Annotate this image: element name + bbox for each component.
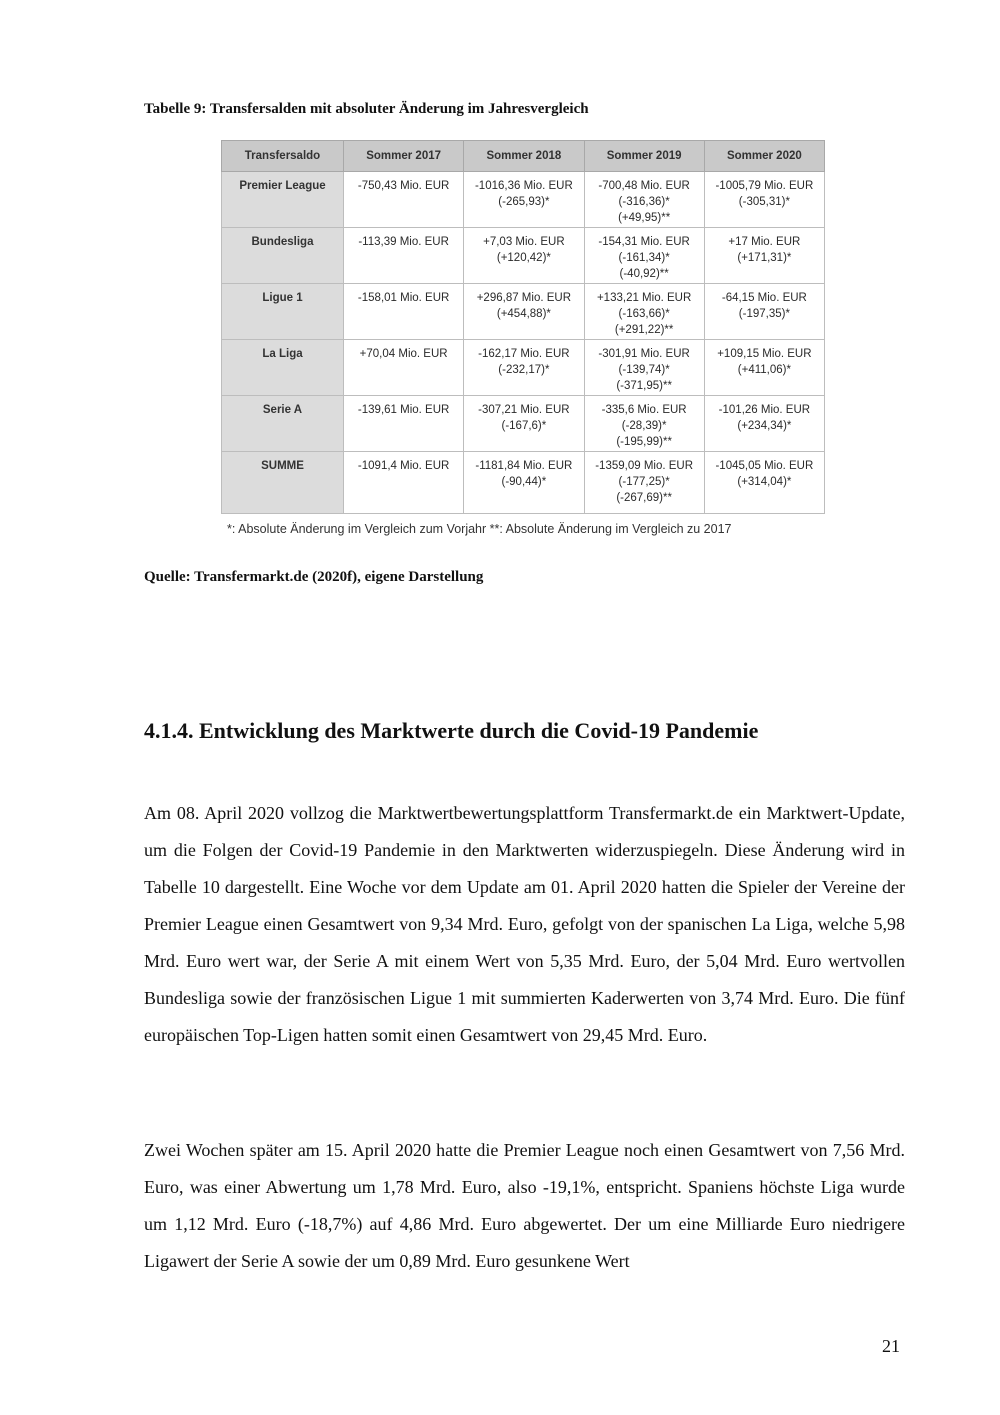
page-number: 21 xyxy=(882,1336,900,1356)
cell-line: (+314,04)* xyxy=(737,476,792,488)
table-cell xyxy=(464,340,584,396)
table-cell xyxy=(704,228,824,284)
row-label-cell: Ligue 1 xyxy=(222,284,344,340)
table-row xyxy=(222,396,825,452)
cell-line: +7,03 Mio. EUR xyxy=(483,236,565,248)
cell-line: -700,48 Mio. EUR xyxy=(598,180,690,192)
cell-line: (+411,06)* xyxy=(737,364,791,376)
row-label-cell: Serie A xyxy=(222,396,344,452)
table-header-cell: Sommer 2020 xyxy=(704,141,824,172)
table-cell xyxy=(464,172,584,228)
cell-line: (+234,34)* xyxy=(737,420,792,432)
cell-line: +296,87 Mio. EUR xyxy=(476,292,572,304)
section-heading: 4.1.4. Entwicklung des Marktwerte durch die Covid-19 Pandemie xyxy=(144,718,759,743)
table-header-cell: Sommer 2017 xyxy=(344,141,464,172)
cell-line: (-90,44)* xyxy=(501,476,547,488)
table-cell xyxy=(704,284,824,340)
cell-line: (+291,22)** xyxy=(614,324,674,336)
cell-line: (-139,74)* xyxy=(618,364,670,376)
cell-line: -1359,09 Mio. EUR xyxy=(595,460,694,472)
table-cell xyxy=(464,284,584,340)
cell-line: -1045,05 Mio. EUR xyxy=(715,460,814,472)
cell-line: (-195,99)** xyxy=(616,436,672,448)
table-header-cell: Transfersaldo xyxy=(222,141,344,172)
table-row xyxy=(222,284,825,340)
cell-line: (-267,69)** xyxy=(616,492,672,504)
cell-line: (+49,95)** xyxy=(618,212,671,224)
cell-line: -750,43 Mio. EUR xyxy=(357,180,450,192)
table-header-cell: Sommer 2019 xyxy=(584,141,704,172)
table-cell xyxy=(344,396,464,452)
row-label-cell: SUMME xyxy=(222,452,344,514)
cell-line: +133,21 Mio. EUR xyxy=(596,292,692,304)
table-cell xyxy=(344,340,464,396)
table-cell xyxy=(344,228,464,284)
cell-line: -1091,4 Mio. EUR xyxy=(357,460,450,472)
cell-line: (-28,39)* xyxy=(621,420,667,432)
table-header-row xyxy=(222,141,825,172)
body-paragraph: Zwei Wochen später am 15. April 2020 hatte die Premier League noch einen Gesamtwert von 7,56 Mrd. Euro, was einer Abwertung um 1,78 Mrd. Euro, also -19,1%, entspricht. Spaniens höchste Liga wurde um 1,12 Mrd. Euro (-18,7%) auf 4,86 Mrd. Euro abgewertet. Der um eine Milliarde Euro niedrigere Ligawert der Serie A sowie der um 0,89 Mrd. Euro gesunkene Wert xyxy=(144,1140,905,1271)
cell-line: -335,6 Mio. EUR xyxy=(601,404,687,416)
cell-line: -158,01 Mio. EUR xyxy=(357,292,450,304)
table-cell xyxy=(584,228,704,284)
cell-line: (-265,93)* xyxy=(498,196,550,208)
table-row xyxy=(222,228,825,284)
transfer-table-figure xyxy=(221,140,825,536)
cell-line: -139,61 Mio. EUR xyxy=(357,404,450,416)
table-cell xyxy=(704,172,824,228)
table-cell xyxy=(584,284,704,340)
source-caption: Quelle: Transfermarkt.de (2020f), eigene Darstellung xyxy=(144,569,484,585)
cell-line: (-316,36)* xyxy=(618,196,670,208)
cell-line: -162,17 Mio. EUR xyxy=(478,348,570,360)
table-cell xyxy=(704,340,824,396)
table-footnote: *: Absolute Änderung im Vergleich zum Vorjahr **: Absolute Änderung im Vergleich zu 2017 xyxy=(227,522,732,536)
cell-line: (-163,66)* xyxy=(618,308,670,320)
table-cell xyxy=(584,172,704,228)
cell-line: (-305,31)* xyxy=(738,196,790,208)
table-cell xyxy=(344,452,464,514)
body-paragraph: Am 08. April 2020 vollzog die Marktwertbewertungsplattform Transfermarkt.de ein Marktwert-Update, um die Folgen der Covid-19 Pandemie in den Marktwerten widerzuspiegeln. Diese Änderung wird in Tabelle 10 dargestellt. Eine Woche vor dem Update am 01. April 2020 hatten die Spieler der Vereine der Premier League einen Gesamtwert von 9,34 Mrd. Euro, gefolgt von der spanischen La Liga, welche 5,98 Mrd. Euro wert war, der Serie A mit einem Wert von 5,35 Mrd. Euro, der 5,04 Mrd. Euro wertvollen Bundesliga sowie der französischen Ligue 1 mit summierten Kaderwerten von 3,74 Mrd. Euro. Die fünf europäischen Top-Ligen hatten somit einen Gesamtwert von 29,45 Mrd. Euro. xyxy=(144,803,905,1045)
table-row xyxy=(222,452,825,514)
cell-line: (-371,95)** xyxy=(616,380,672,392)
table-cell xyxy=(464,396,584,452)
cell-line: (-40,92)** xyxy=(619,268,669,280)
cell-line: (-197,35)* xyxy=(738,308,790,320)
table-row xyxy=(222,172,825,228)
transfer-balance-table xyxy=(221,140,825,514)
cell-line: (-167,6)* xyxy=(501,420,547,432)
table-cell xyxy=(344,172,464,228)
cell-line: -1016,36 Mio. EUR xyxy=(474,180,573,192)
row-label-cell: Bundesliga xyxy=(222,228,344,284)
cell-line: -307,21 Mio. EUR xyxy=(478,404,570,416)
cell-line: -101,26 Mio. EUR xyxy=(718,404,811,416)
table-cell xyxy=(584,340,704,396)
table-cell xyxy=(704,452,824,514)
row-label-cell: Premier League xyxy=(222,172,344,228)
table-caption: Tabelle 9: Transfersalden mit absoluter Änderung im Jahresvergleich xyxy=(144,101,589,117)
cell-line: (+120,42)* xyxy=(496,252,551,264)
table-cell xyxy=(704,396,824,452)
table-cell xyxy=(584,452,704,514)
cell-line: (+171,31)* xyxy=(737,252,792,264)
table-header-cell: Sommer 2018 xyxy=(464,141,584,172)
cell-line: +70,04 Mio. EUR xyxy=(359,348,448,360)
table-cell xyxy=(464,228,584,284)
cell-line: -301,91 Mio. EUR xyxy=(598,348,690,360)
cell-line: -1005,79 Mio. EUR xyxy=(715,180,814,192)
cell-line: -64,15 Mio. EUR xyxy=(721,292,807,304)
row-label-cell: La Liga xyxy=(222,340,344,396)
cell-line: +17 Mio. EUR xyxy=(728,236,801,248)
cell-line: (-232,17)* xyxy=(498,364,550,376)
cell-line: -113,39 Mio. EUR xyxy=(358,236,449,248)
cell-line: (+454,88)* xyxy=(496,308,551,320)
cell-line: -154,31 Mio. EUR xyxy=(598,236,690,248)
table-cell xyxy=(584,396,704,452)
cell-line: -1181,84 Mio. EUR xyxy=(475,460,573,472)
table-row xyxy=(222,340,825,396)
cell-line: (-177,25)* xyxy=(618,476,670,488)
table-cell xyxy=(344,284,464,340)
table-cell xyxy=(464,452,584,514)
cell-line: (-161,34)* xyxy=(618,252,670,264)
cell-line: +109,15 Mio. EUR xyxy=(717,348,812,360)
